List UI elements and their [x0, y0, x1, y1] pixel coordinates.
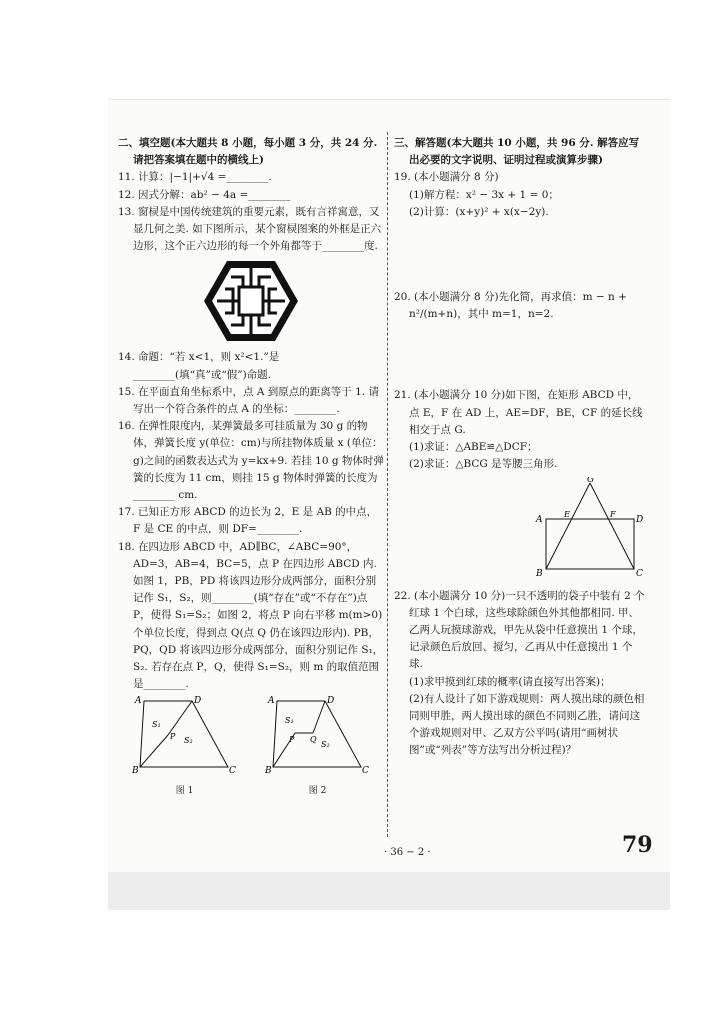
question-22: 22. (本小题满分 10 分)一只不透明的袋子中装有 2 个红球 1 个白球，这些球除颜色外其他都相同. 甲、乙两人玩摸球游戏，甲先从袋中任意摸出 1 个球，记录颜色后放回、搅匀，乙再从中任意摸出 1 个球. [394, 589, 645, 671]
svg-text:F: F [610, 510, 616, 520]
question-20: 20. (本小题满分 8 分)先化简，再求值：m − n + n²/(m+n)，其中 m=1，n=2. [394, 291, 627, 321]
svg-text:G: G [587, 477, 595, 486]
svg-text:E: E [564, 510, 570, 520]
question-12: 12. 因式分解：ab² − 4a =________ [118, 188, 291, 201]
svg-text:Q: Q [309, 735, 317, 745]
column-divider [387, 132, 388, 837]
question-21: 21. (本小题满分 10 分)如下图，在矩形 ABCD 中，点 E，F 在 AD 上，AE=DF，BE，CF 的延长线相交于点 G. [394, 389, 643, 436]
left-column [118, 135, 384, 800]
question-19-part2: (2)计算：(x+y)² + x(x−2y). [409, 205, 549, 218]
section3-heading: 三、解答题(本大题共 10 小题，共 96 分. 解答应写出必要的文字说明、证明过程或演算步骤) [394, 137, 640, 167]
question-21-part1: (1)求证：△ABE≌△DCF； [409, 441, 538, 454]
svg-text:C: C [228, 766, 236, 777]
svg-text:S₂: S₂ [320, 740, 330, 750]
question-21-part2: (2)求证：△BCG 是等腰三角形. [409, 458, 558, 471]
svg-text:A: A [134, 696, 141, 707]
svg-text:S₁: S₁ [151, 720, 161, 730]
svg-text:D: D [326, 696, 334, 707]
sheet-bottom-band [108, 872, 670, 910]
question-18: 18. 在四边形 ABCD 中，AD∥BC，∠ABC=90°，AD=3，AB=4，BC=5，点 P 在四边形 ABCD 内. 如图 1，PB，PD 将该四边形分成两部分，面积分别记作 S₁，S₂，则________(填“存在”或“不存在”)点 P，使得 S₁=S₂；如图 2，将点 P 向右平移 m(m>0)个单位长度，得到点 Q(点 Q 仍在该四边形内). PB，PQ，QD 将该四边形分成两部分，面积分别记作 S₁，S₂. 若存在点 P，Q，使得 S₁=S₂，则 m 的取值范围是________. [118, 540, 384, 691]
question-14: 14. 命题：“若 x<1，则 x²<1.”是________(填“真”或“假”)命题. [118, 351, 280, 381]
question-16: 16. 在弹性限度内，某弹簧最多可挂质量为 30 g 的物体，弹簧长度 y(单位：cm)与所挂物体质量 x (单位：g)之间的函数表达式为 y=kx+9. 若挂 10 g 物体时弹簧的长度为 11 cm，则挂 15 g 物体时弹簧的长度为________ cm. [118, 420, 384, 502]
question-11: 11. 计算：|−1|+√4 =________. [118, 171, 272, 184]
question-22-part1: (1)求甲摸到红球的概率(请直接写出答案)； [409, 675, 611, 688]
svg-text:B: B [131, 766, 139, 777]
svg-text:P: P [169, 732, 175, 742]
question-18-figures [118, 695, 384, 799]
svg-text:D: D [193, 696, 201, 707]
question-13: 13. 窗棂是中国传统建筑的重要元素，既有言祥寓意，又显几何之美. 如下图所示，某个窗棂图案的外框是正六边形，这个正六边形的每一个外角都等于________度. [118, 205, 382, 253]
question-19-part1: (1)解方程：x² − 3x + 1 = 0； [409, 188, 559, 201]
figure-1-caption: 图 1 [175, 785, 194, 796]
question-17: 17. 已知正方形 ABCD 的边长为 2，E 是 AB 的中点，F 是 CE 的中点，则 DF=________. [118, 506, 378, 536]
section2-heading: 二、填空题(本大题共 8 小题，每小题 3 分，共 24 分. 请把答案填在题中的横线上) [118, 137, 378, 167]
svg-text:P: P [288, 735, 294, 745]
svg-text:A: A [536, 515, 543, 526]
right-column [394, 135, 646, 760]
svg-text:C: C [361, 766, 369, 777]
hexagon-lattice-figure [118, 259, 384, 343]
svg-text:S₂: S₂ [183, 736, 193, 746]
figure-2 [263, 695, 373, 799]
svg-text:A: A [267, 696, 274, 707]
rectangle-abcd-figure [534, 477, 646, 583]
sheet-top-edge [108, 99, 670, 100]
page-number: 79 [622, 832, 653, 858]
svg-text:B: B [536, 569, 543, 578]
svg-text:C: C [636, 569, 643, 578]
question-15: 15. 在平面直角坐标系中，点 A 到原点的距离等于 1. 请写出一个符合条件的点 A 的坐标：________. [118, 385, 379, 416]
question-22-part2: (2)有人设计了如下游戏规则：两人摸出球的颜色相同则甲胜，两人摸出球的颜色不同则乙胜，请问这个游戏规则对甲、乙双方公平吗(请用“画树状图”或“列表”等方法写出分析过程)？ [409, 692, 645, 757]
svg-text:S₁: S₁ [284, 716, 294, 726]
page-code: · 36 − 2 · [384, 847, 431, 858]
figure-2-caption: 图 2 [308, 785, 327, 796]
svg-text:B: B [264, 766, 272, 777]
figure-1 [130, 695, 240, 799]
svg-text:D: D [636, 515, 644, 526]
question-19: 19. (本小题满分 8 分) [394, 171, 499, 184]
